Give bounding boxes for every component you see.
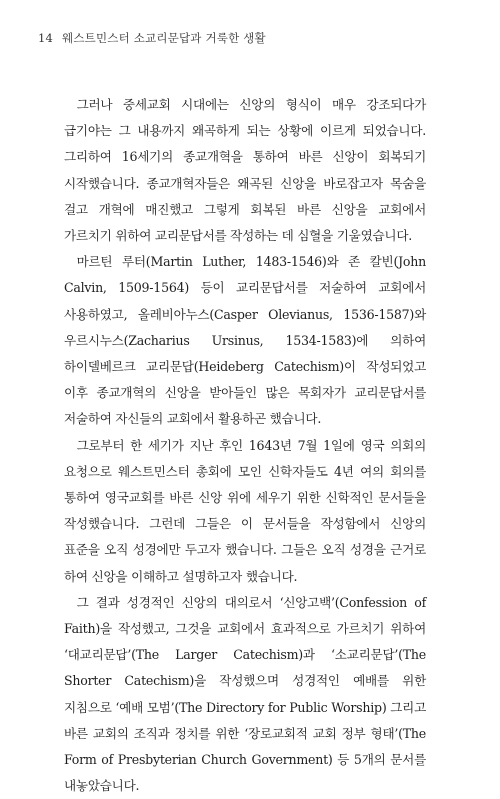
running-title: 웨스트민스터 소교리문답과 거룩한 생활 [62, 31, 266, 45]
page-number: 14 [38, 31, 54, 45]
paragraph-4: 그 결과 성경적인 신앙의 대의로서 ‘신앙고백’(Confession of Faith)을 작성했고, 그것을 교회에서 효과적으로 가르치기 위하여 ‘대교리문답’(The Larger Catechism)과 ‘소교리문답’(The Shorter Catechism)을 작성했으며 성경적인 예배를 위한 지침으로 ‘예배 모범’(The Directory for Public Worship) 그리고 바른 교회의 조직과 정치를 위한 ‘장로교회적 교회 정부 형태’(The Form of Presbyterian Church Government) 등 5개의 문서를 내놓았습니다. [64, 594, 426, 794]
running-header [38, 30, 266, 46]
paragraph-1: 그러나 중세교회 시대에는 신앙의 형식이 매우 강조되다가 급기야는 그 내용까지 왜곡하게 되는 상황에 이르게 되었습니다. 그리하여 16세기의 종교개혁을 통하여 바른 신앙이 회복되기 시작했습니다. 종교개혁자들은 왜곡된 신앙을 바로잡고자 목숨을 걸고 개혁에 매진했고 그렇게 회복된 바른 신앙을 교회에서 가르치기 위하여 교리문답서를 작성하는 데 심혈을 기울였습니다. [64, 97, 426, 244]
paragraph-2: 마르틴 루터(Martin Luther, 1483-1546)와 존 칼빈(John Calvin, 1509-1564) 등이 교리문답서를 저술하여 교회에서 사용하였고, 올레비아누스(Casper Olevianus, 1536-1587)와 우르시누스(Zacharius Ursinus, 1534-1583)에 의하여 하이델베르크 교리문답(Heideberg Catechism)이 작성되었고 이후 종교개혁의 신앙을 받아들인 많은 목회자가 교리문답서를 저술하여 자신들의 교회에서 활용하곤 했습니다. [64, 254, 426, 427]
body-text [64, 92, 426, 799]
paragraph-3: 그로부터 한 세기가 지난 후인 1643년 7월 1일에 영국 의회의 요청으로 웨스트민스터 총회에 모인 신학자들도 4년 여의 회의를 통하여 영국교회를 바른 신앙 위에 세우기 위한 신학적인 문서들을 작성했습니다. 그런데 그들은 이 문서들을 작성함에서 신앙의 표준을 오직 성경에만 두고자 했습니다. 그들은 오직 성경을 근거로 하여 신앙을 이해하고 설명하고자 했습니다. [64, 437, 426, 584]
